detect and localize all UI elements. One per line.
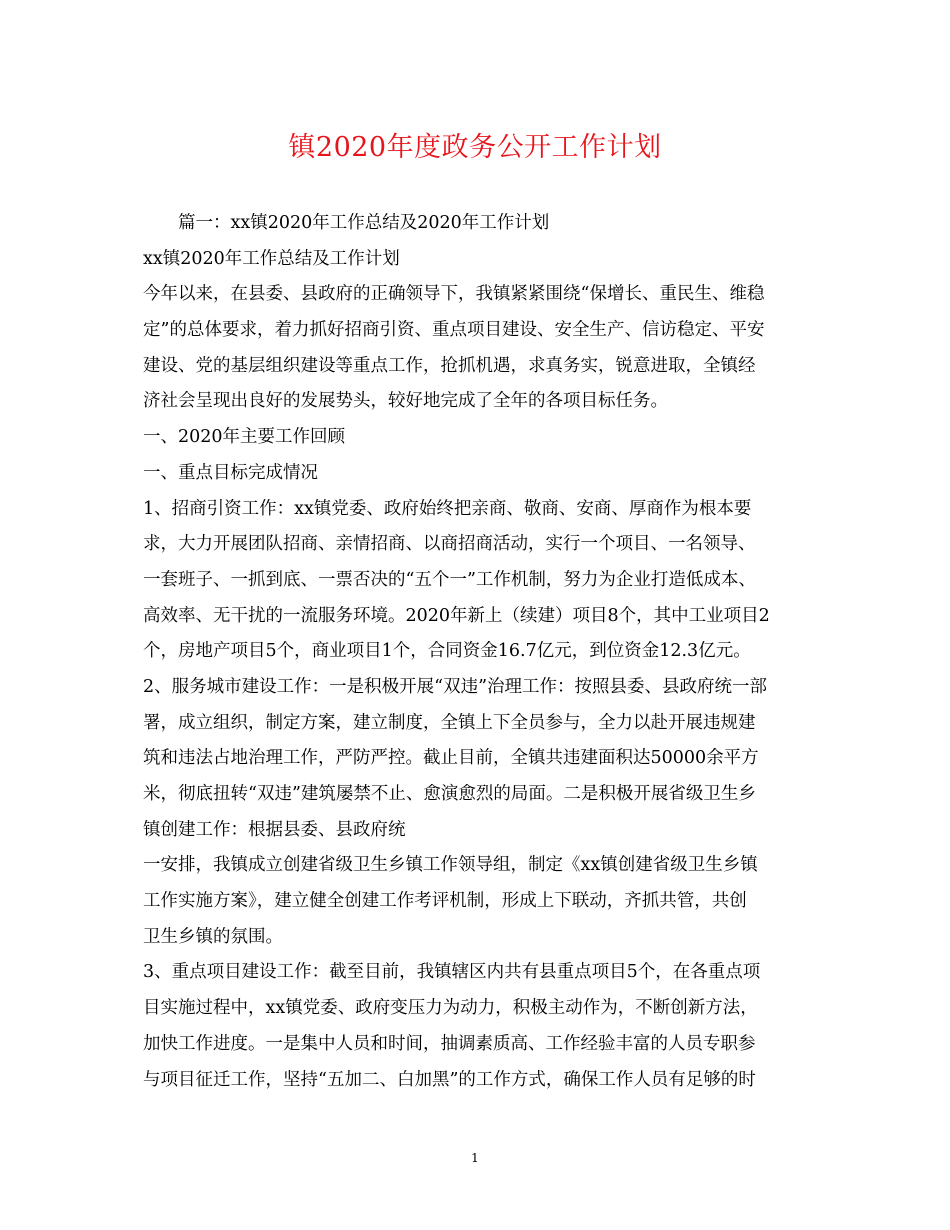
body-line: 米，彻底扭转“双违”建筑屡禁不止、愈演愈烈的局面。二是积极开展省级卫生乡 <box>143 784 756 804</box>
body-line: xx镇2020年工作总结及工作计划 <box>143 248 400 269</box>
body-line: 济社会呈现出良好的发展势头，较好地完成了全年的各项目标任务。 <box>143 391 668 412</box>
body-line: 1、招商引资工作：xx镇党委、政府始终把亲商、敬商、安商、厚商作为根本要 <box>143 498 752 519</box>
page-number: 1 <box>471 1151 479 1165</box>
body-line: 一套班子、一抓到底、一票否决的“五个一”工作机制，努力为企业打造低成本、 <box>143 569 756 590</box>
document-body <box>143 206 813 1098</box>
body-line: 求，大力开展团队招商、亲情招商、以商招商活动，实行一个项目、一名领导、 <box>143 534 756 555</box>
body-line: 篇一：xx镇2020年工作总结及2020年工作计划 <box>178 213 550 233</box>
body-line: 一安排，我镇成立创建省级卫生乡镇工作领导组，制定《xx镇创建省级卫生乡镇 <box>143 855 758 876</box>
body-line: 与项目征迁工作，坚持“五加二、白加黑”的工作方式，确保工作人员有足够的时 <box>143 1069 756 1090</box>
body-line: 筑和违法占地治理工作，严防严控。截止目前，全镇共违建面积达50000余平方 <box>143 748 759 769</box>
body-line: 工作实施方案》，建立健全创建工作考评机制，形成上下联动，齐抓共管，共创 <box>143 891 747 912</box>
body-line: 高效率、无干扰的一流服务环境。2020年新上（续建）项目8个，其中工业项目2 <box>143 605 770 626</box>
body-line: 个，房地产项目5个，商业项目1个，合同资金16.7亿元，到位资金12.3亿元。 <box>143 641 751 662</box>
body-line: 目实施过程中，xx镇党委、政府变压力为动力，积极主动作为，不断创新方法， <box>143 998 758 1019</box>
body-line: 加快工作进度。一是集中人员和时间，抽调素质高、工作经验丰富的人员专职参 <box>143 1033 756 1054</box>
body-line: 署，成立组织，制定方案，建立制度，全镇上下全员参与，全力以赴开展违规建 <box>143 712 756 733</box>
body-line: 建设、党的基层组织建设等重点工作，抢抓机遇，求真务实，锐意进取，全镇经 <box>143 355 756 376</box>
body-line: 3、重点项目建设工作：截至目前，我镇辖区内共有县重点项目5个，在各重点项 <box>143 962 761 983</box>
document-title: 镇2020年度政务公开工作计划 <box>288 132 662 163</box>
body-line: 一、重点目标完成情况 <box>143 462 318 483</box>
body-line: 卫生乡镇的氛围。 <box>143 926 283 947</box>
body-line: 镇创建工作：根据县委、县政府统 <box>143 819 406 840</box>
body-line: 一、2020年主要工作回顾 <box>143 427 346 448</box>
body-line: 定”的总体要求，着力抓好招商引资、重点项目建设、安全生产、信访稳定、平安 <box>143 320 765 341</box>
body-line: 2、服务城市建设工作：一是积极开展“双违”治理工作：按照县委、县政府统一部 <box>143 676 768 697</box>
body-line: 今年以来，在县委、县政府的正确领导下，我镇紧紧围绕“保增长、重民生、维稳 <box>143 284 765 305</box>
